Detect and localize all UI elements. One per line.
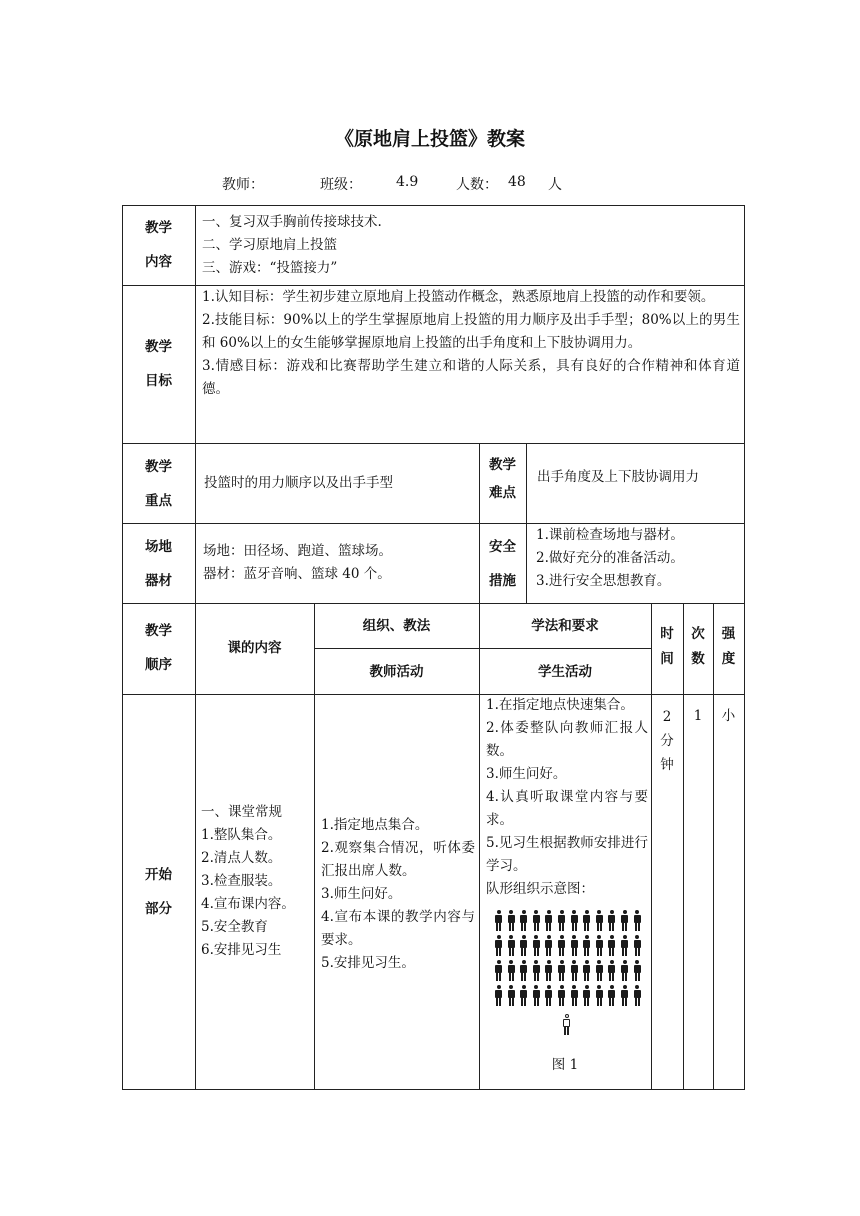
label-line: 次: [691, 626, 705, 642]
student-figure-icon: [582, 985, 591, 1006]
label-line: 分: [660, 733, 674, 749]
label-line: 教学: [145, 623, 172, 639]
student-figure-icon: [620, 985, 629, 1006]
list-item: 2.观察集合情况，听体委汇报出席人数。: [321, 840, 475, 879]
student-figure-icon: [620, 935, 629, 956]
list-item: 1.课前检查场地与器材。: [536, 527, 684, 543]
key-label: [122, 450, 195, 518]
list-item: 一、复习双手胸前传接球技术.: [202, 214, 382, 230]
list-item: 2.体委整队向教师汇报人数。: [486, 720, 648, 759]
student-figure-icon: [544, 935, 553, 956]
list-item: 队形组织示意图：: [486, 881, 594, 897]
student-figure-icon: [519, 960, 528, 981]
list-item: 4.认真听取课堂内容与要求。: [486, 789, 648, 828]
difficulty-label: [479, 451, 526, 507]
list-item: 3.进行安全思想教育。: [536, 573, 671, 589]
start-content-list: [201, 801, 311, 962]
student-figure-icon: [532, 960, 541, 981]
student-figure-icon: [519, 985, 528, 1006]
label-line: 器材: [145, 573, 172, 589]
intensity-value: 小: [721, 708, 736, 724]
student-figure-icon: [607, 910, 616, 931]
student-figure-icon: [532, 985, 541, 1006]
goals-list: [202, 286, 740, 401]
difficulty-text: 出手角度及上下肢协调用力: [537, 469, 699, 485]
column-divider: [713, 603, 714, 1090]
column-divider: [683, 603, 684, 1090]
venue-label: [122, 530, 195, 598]
student-figure-icon: [570, 910, 579, 931]
class-label: 班级：: [320, 177, 362, 193]
figure-caption: 图 1: [551, 1057, 579, 1073]
list-item: 5.安排见习生。: [321, 955, 415, 971]
label-line: 重点: [145, 493, 172, 509]
list-item: 一、课堂常规: [201, 804, 282, 820]
order-label: [122, 614, 195, 682]
count-label: 人数：: [456, 177, 498, 193]
label-line: 度: [721, 651, 736, 667]
student-figure-icon: [607, 960, 616, 981]
learning-method-header: 学法和要求: [531, 618, 599, 634]
times-header: [683, 622, 713, 672]
time-header: [651, 622, 683, 672]
teacher-activity-list: [321, 814, 475, 975]
student-figure-icon: [544, 910, 553, 931]
start-section-label: [122, 858, 195, 926]
student-figure-icon: [544, 985, 553, 1006]
list-item: 2.技能目标：90%以上的学生掌握原地肩上投篮的用力顺序及出手手型；80%以上的男生和 60%以上的女生能够掌握原地肩上投篮的出手角度和上下肢协调用力。: [202, 312, 740, 351]
count-unit: 人: [548, 177, 562, 193]
list-item: 1.整队集合。: [201, 827, 282, 843]
intensity-header: [713, 622, 744, 672]
student-figure-icon: [607, 935, 616, 956]
student-figure-icon: [507, 960, 516, 981]
time-value: [651, 705, 683, 777]
student-figure-icon: [557, 960, 566, 981]
student-activity-list: [486, 694, 648, 901]
list-item: 6.安排见习生: [201, 942, 282, 958]
student-figure-icon: [494, 935, 503, 956]
student-figure-icon: [532, 935, 541, 956]
student-figure-icon: [507, 935, 516, 956]
label-line: 强: [721, 626, 736, 642]
student-figure-icon: [595, 985, 604, 1006]
class-value: 4.9: [396, 174, 419, 190]
student-figure-icon: [595, 960, 604, 981]
label-line: 教学: [489, 457, 516, 473]
safety-label: [479, 530, 526, 598]
student-figure-icon: [633, 935, 642, 956]
student-figure-icon: [607, 985, 616, 1006]
student-figure-icon: [507, 910, 516, 931]
student-figure-icon: [595, 910, 604, 931]
list-item: 3.检查服装。: [201, 873, 282, 889]
label-line: 教学: [145, 459, 172, 475]
student-figure-icon: [557, 985, 566, 1006]
student-figure-icon: [620, 910, 629, 931]
student-figure-icon: [595, 935, 604, 956]
label-line: 教学: [145, 339, 172, 355]
list-item: 5.见习生根据教师安排进行学习。: [486, 835, 648, 874]
venue-list: [203, 540, 473, 586]
student-figure-icon: [532, 910, 541, 931]
label-line: 顺序: [145, 657, 172, 673]
label-line: 间: [660, 651, 674, 667]
list-item: 1.指定地点集合。: [321, 817, 429, 833]
list-item: 5.安全教育: [201, 919, 268, 935]
list-item: 三、游戏：“投篮接力”: [202, 260, 338, 276]
label-line: 钟: [660, 757, 674, 773]
list-item: 4.宣布课内容。: [201, 896, 295, 912]
list-item: 场地：田径场、跑道、篮球场。: [203, 543, 392, 559]
list-item: 3.师生问好。: [321, 886, 402, 902]
list-item: 2.清点人数。: [201, 850, 282, 866]
list-item: 1.认知目标：学生初步建立原地肩上投篮动作概念，熟悉原地肩上投篮的动作和要领。: [202, 289, 715, 305]
student-figure-icon: [507, 985, 516, 1006]
student-figure-icon: [519, 910, 528, 931]
goals-label: [122, 330, 195, 398]
column-divider: [651, 603, 652, 1090]
count-value: 48: [508, 174, 526, 190]
safety-list: [536, 524, 741, 593]
label-line: 措施: [489, 573, 516, 589]
student-figure-icon: [633, 960, 642, 981]
list-item: 器材：蓝牙音响、篮球 40 个。: [203, 566, 391, 582]
label-line: 数: [691, 651, 705, 667]
column-divider: [526, 443, 527, 603]
label-line: 目标: [145, 373, 172, 389]
label-line: 难点: [489, 485, 516, 501]
times-value: 1: [693, 708, 703, 724]
student-figure-icon: [570, 985, 579, 1006]
key-text: 投篮时的用力顺序以及出手手型: [204, 475, 393, 491]
document-title: 《原地肩上投篮》教案: [334, 128, 525, 150]
student-figure-icon: [582, 910, 591, 931]
content-label: [122, 211, 195, 279]
label-line: 教学: [145, 220, 172, 236]
label-line: 部分: [145, 901, 172, 917]
teacher-activity-header: 教师活动: [369, 664, 424, 680]
org-method-header: 组织、教法: [362, 618, 431, 634]
teacher-figure-icon: [562, 1014, 571, 1035]
list-item: 3.情感目标：游戏和比赛帮助学生建立和谐的人际关系，具有良好的合作精神和体育道德。: [202, 358, 740, 397]
list-item: 二、学习原地肩上投篮: [202, 237, 337, 253]
label-line: 场地: [145, 539, 172, 555]
table-border-top: [122, 205, 745, 206]
table-border-right: [744, 205, 745, 1090]
student-figure-icon: [620, 960, 629, 981]
student-figure-icon: [570, 935, 579, 956]
student-figure-icon: [633, 910, 642, 931]
teacher-label: 教师：: [222, 177, 264, 193]
student-figure-icon: [544, 960, 553, 981]
content-list: [202, 211, 738, 280]
row-divider: [122, 443, 745, 444]
student-figure-icon: [633, 985, 642, 1006]
student-figure-icon: [519, 935, 528, 956]
label-line: 时: [660, 626, 674, 642]
list-item: 1.在指定地点快速集合。: [486, 697, 634, 713]
student-figure-icon: [582, 960, 591, 981]
row-divider: [314, 648, 651, 649]
list-item: 4.宣布本课的教学内容与要求。: [321, 909, 475, 948]
student-figure-icon: [494, 985, 503, 1006]
student-activity-header: 学生活动: [538, 664, 592, 680]
label-line: 安全: [489, 539, 516, 555]
formation-diagram: [492, 908, 648, 1038]
label-line: 2: [662, 709, 672, 725]
label-line: 内容: [145, 254, 172, 270]
student-figure-icon: [582, 935, 591, 956]
label-line: 开始: [145, 867, 172, 883]
student-figure-icon: [494, 910, 503, 931]
list-item: 3.师生问好。: [486, 766, 567, 782]
lesson-content-header: 课的内容: [227, 640, 282, 656]
student-figure-icon: [557, 935, 566, 956]
student-figure-icon: [557, 910, 566, 931]
student-figure-icon: [494, 960, 503, 981]
student-figure-icon: [570, 960, 579, 981]
list-item: 2.做好充分的准备活动。: [536, 550, 684, 566]
